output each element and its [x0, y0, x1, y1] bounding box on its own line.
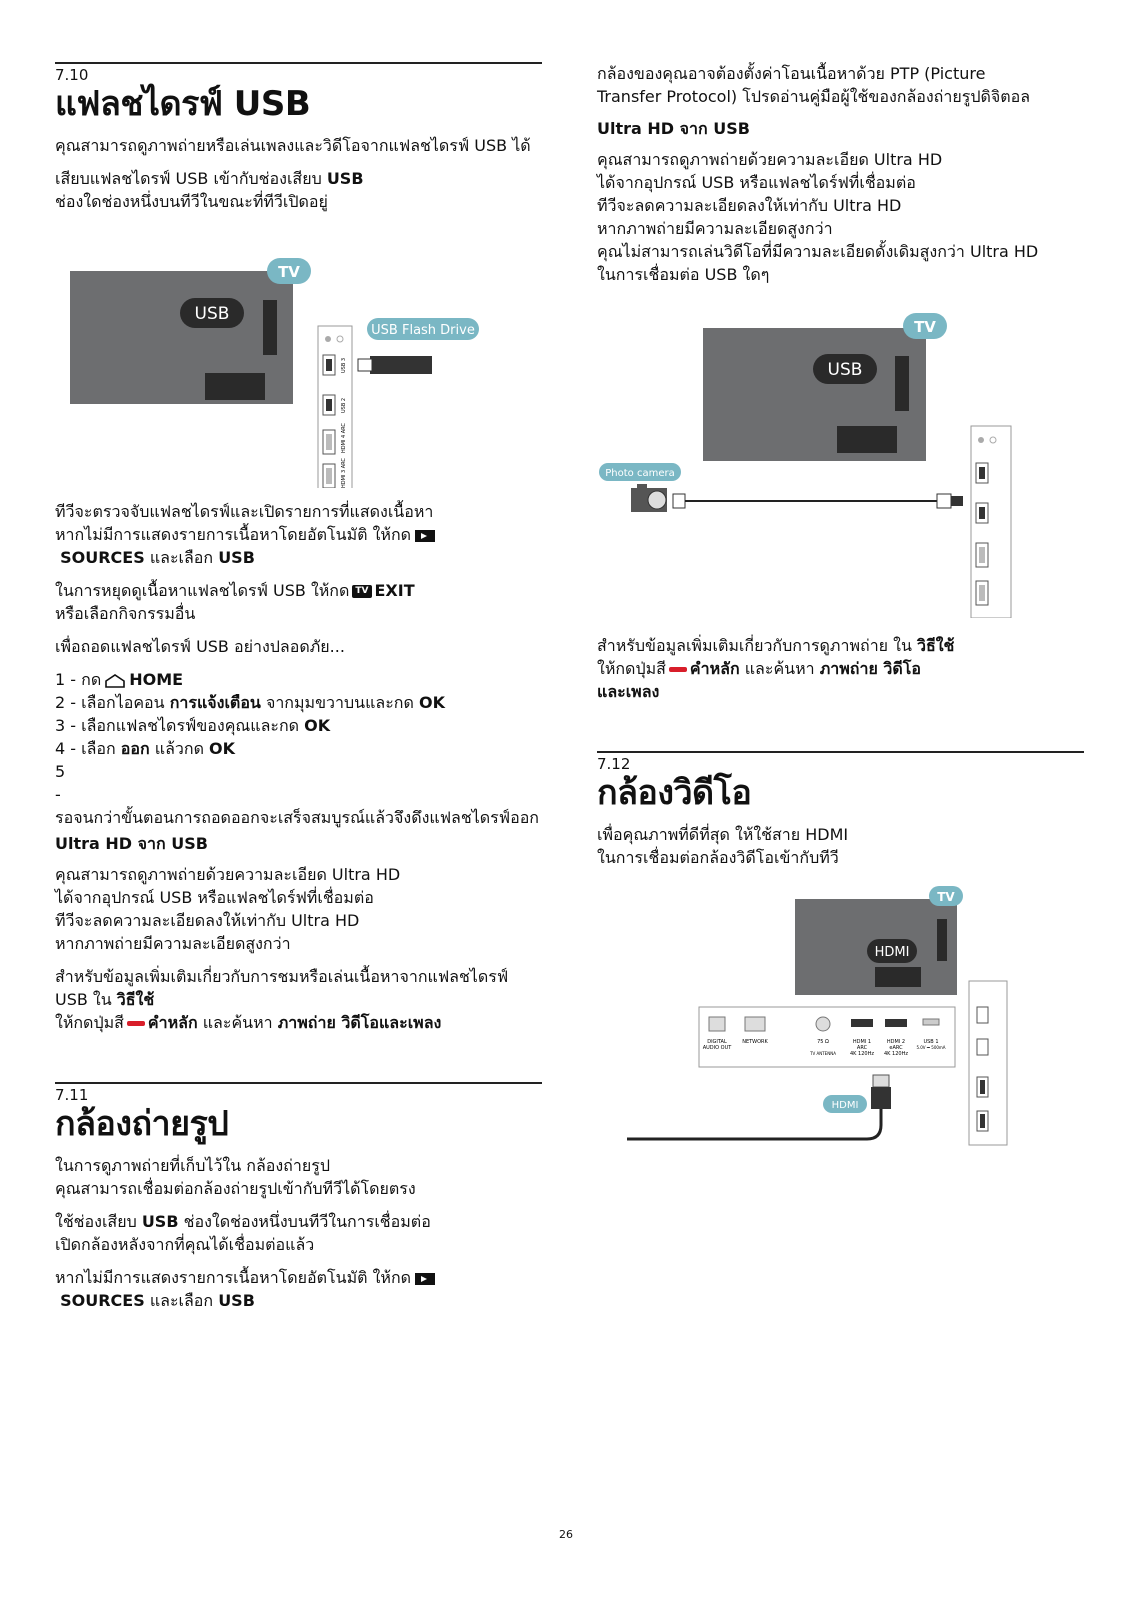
port-label: USB 1 [923, 1039, 939, 1045]
section-divider [55, 1082, 542, 1084]
list-item: 3 - เลือกแฟลชไดรฟ์ของคุณและกด OK [55, 716, 331, 735]
port-label: USB 3 [341, 357, 347, 373]
subheading: Ultra HD จาก USB [55, 834, 208, 853]
subheading: Ultra HD จาก USB [597, 119, 750, 138]
port-label: HDMI 4 ARC [341, 423, 347, 453]
list-item: 5 [55, 762, 66, 781]
port-label: 5.0V ⎓ 500mA [916, 1045, 946, 1050]
paragraph: เสียบแฟลชไดรฟ์ USB เข้ากับช่องเสียบ USB ช่องใดช่องหนึ่งบนทีวีในขณะที่ทีวีเปิดอยู่ [55, 169, 364, 211]
list-item: รอจนกว่าขั้นตอนการถอดออกจะเสร็จสมบูรณ์แล้วจึงดึงแฟลชไดรฟ์ออก [55, 808, 539, 827]
port-label: 75 Ω [817, 1039, 829, 1045]
video-camera-hdmi-illustration [597, 881, 1084, 1171]
tv-icon: TV [352, 585, 371, 598]
port-label: HDMI 1 [852, 1039, 872, 1045]
port-label: HDMI 2 [886, 1039, 906, 1045]
port-label: 4K 120Hz [850, 1051, 874, 1057]
step-list [55, 668, 542, 829]
paragraph: สำหรับข้อมูลเพิ่มเติมเกี่ยวกับการดูภาพถ่าย ใน วิธีใช้ ให้กดปุ่มสี คำหลัก และค้นหา ภาพถ่าย วิดีโอ และเพลง [597, 636, 955, 701]
page-number: 26 [559, 1528, 573, 1541]
tv-badge: TV [937, 890, 955, 904]
usb-flash-drive-illustration [55, 223, 542, 488]
section-divider [55, 62, 542, 64]
list-item: - [55, 785, 61, 804]
list-item: 4 - เลือก ออก แล้วกด OK [55, 739, 236, 758]
red-button-icon [669, 667, 687, 672]
section-divider [597, 751, 1084, 753]
usb-label: USB [194, 304, 230, 324]
section-number: 7.10 [55, 66, 89, 84]
paragraph: เพื่อถอดแฟลชไดรฟ์ USB อย่างปลอดภัย... [55, 637, 345, 656]
hdmi-label: HDMI [874, 945, 910, 960]
paragraph: กล้องของคุณอาจต้องตั้งค่าโอนเนื้อหาด้วย PTP (Picture Transfer Protocol) โปรดอ่านคู่มือผู้ใช้ของกล้องถ่ายรูปดิจิตอล [597, 64, 1031, 106]
sources-icon [415, 530, 435, 542]
red-button-icon [127, 1021, 145, 1026]
paragraph: ในการหยุดดูเนื้อหาแฟลชไดรฟ์ USB ให้กด TV EXIT หรือเลือกกิจกรรมอื่น [55, 581, 415, 623]
paragraph: ในการดูภาพถ่ายที่เก็บไว้ใน กล้องถ่ายรูป คุณสามารถเชื่อมต่อกล้องถ่ายรูปเข้ากับทีวีได้โดยตรง [55, 1156, 416, 1198]
left-column [55, 0, 542, 1322]
paragraph: ทีวีจะตรวจจับแฟลชไดรฟ์และเปิดรายการที่แสดงเนื้อหา หากไม่มีการแสดงรายการเนื้อหาโดยอัตโนมัติ ให้กด SOURCES และเลือก USB [55, 502, 434, 567]
section-number: 7.11 [55, 1086, 89, 1104]
section-number: 7.12 [597, 755, 631, 773]
port-label: HDMI 3 ARC [341, 458, 347, 488]
usb-flash-drive-label: USB Flash Drive [371, 323, 475, 338]
paragraph: หากไม่มีการแสดงรายการเนื้อหาโดยอัตโนมัติ ให้กด SOURCES และเลือก USB [55, 1266, 542, 1312]
paragraph: คุณสามารถดูภาพถ่ายด้วยความละเอียด Ultra HD ได้จากอุปกรณ์ USB หรือแฟลชไดร์ฟที่เชื่อมต่อ ทีวีจะลดความละเอียดลงให้เท่ากับ Ultra HD หากภาพถ่ายมีความละเอียดสูงกว่า [55, 865, 401, 953]
port-label: NETWORK [742, 1039, 768, 1045]
paragraph: คุณสามารถดูภาพถ่ายด้วยความละเอียด Ultra HD ได้จากอุปกรณ์ USB หรือแฟลชไดร์ฟที่เชื่อมต่อ ทีวีจะลดความละเอียดลงให้เท่ากับ Ultra HD หากภาพถ่ายมีความละเอียดสูงกว่า คุณไม่สามารถเล่นวิดีโอที่มีความละเอียดดั้งเดิมสูงกว่า Ultra HD ในการเชื่อมต่อ USB ใดๆ [597, 150, 1039, 284]
photo-camera-label: Photo camera [605, 468, 675, 479]
home-icon [104, 674, 126, 688]
section-title: กล้องถ่ายรูป [55, 1104, 229, 1144]
tv-badge: TV [278, 263, 300, 281]
usb-label: USB [827, 360, 863, 380]
port-label: eARC [889, 1045, 903, 1051]
port-label: USB 2 [341, 397, 347, 413]
list-item: 2 - เลือกไอคอน การแจ้งเตือน จากมุมขวาบนและกด OK [55, 693, 445, 712]
port-label: DIGITAL [707, 1039, 727, 1045]
port-label: AUDIO OUT [702, 1045, 732, 1051]
section-title: กล้องวิดีโอ [597, 773, 752, 813]
port-label: 4K 120Hz [884, 1051, 908, 1057]
section-title: แฟลชไดรฟ์ USB [55, 84, 311, 124]
tv-badge: TV [914, 318, 936, 336]
port-label: ARC [856, 1045, 868, 1051]
list-item: 1 - กด HOME [55, 670, 184, 689]
paragraph: คุณสามารถดูภาพถ่ายหรือเล่นเพลงและวิดีโอจากแฟลชไดรฟ์ USB ได้ [55, 136, 531, 155]
paragraph: ใช้ช่องเสียบ USB ช่องใดช่องหนึ่งบนทีวีในการเชื่อมต่อ เปิดกล้องหลังจากที่คุณได้เชื่อมต่อแล้ว [55, 1212, 431, 1254]
port-label: TV ANTENNA [810, 1051, 836, 1056]
photo-camera-illustration [597, 298, 1084, 618]
sources-icon [415, 1273, 435, 1285]
paragraph: เพื่อคุณภาพที่ดีที่สุด ให้ใช้สาย HDMI ในการเชื่อมต่อกล้องวิดีโอเข้ากับทีวี [597, 825, 849, 867]
paragraph: สำหรับข้อมูลเพิ่มเติมเกี่ยวกับการชมหรือเล่นเนื้อหาจากแฟลชไดรฟ์ USB ใน วิธีใช้ ให้กดปุ่มสี คำหลัก และค้นหา ภาพถ่าย วิดีโอและเพลง [55, 967, 509, 1032]
right-column [597, 0, 1084, 1171]
hdmi-cable-label: HDMI [831, 1100, 859, 1111]
